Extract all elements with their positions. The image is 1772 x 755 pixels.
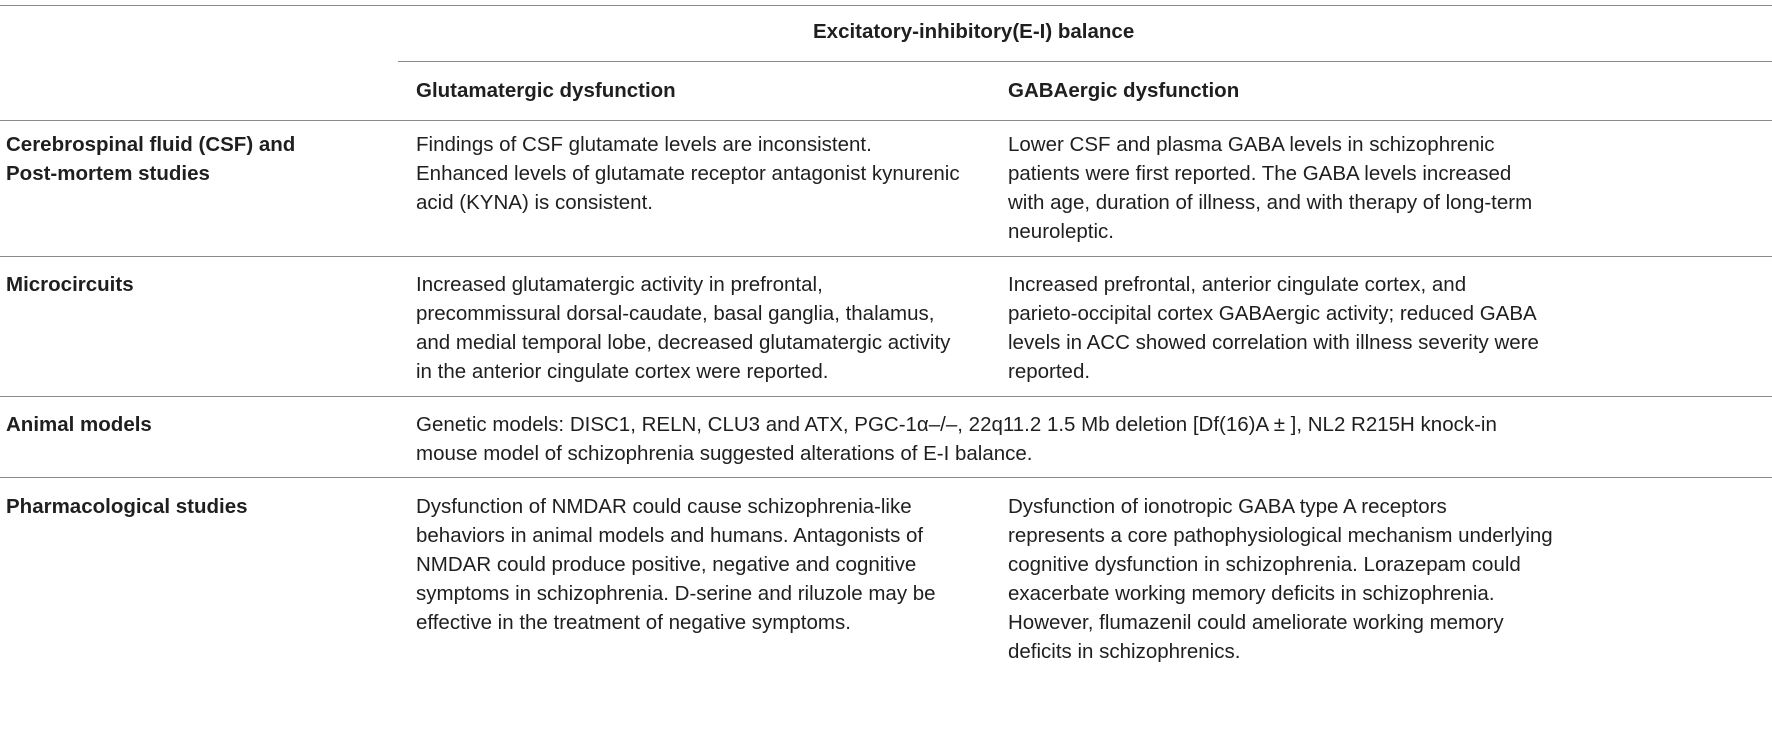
cell-glutamatergic: Dysfunction of NMDAR could cause schizophrenia-like behaviors in animal models and humans. Antagonists of NMDAR could produce positive, negative and cognitive symptoms in schizophrenia. D-serine and riluzole may be effective in the treatment of negative symptoms. bbox=[416, 495, 936, 634]
row-rule-3 bbox=[0, 477, 1772, 478]
cell-span-both: Genetic models: DISC1, RELN, CLU3 and ATX, PGC-1α–/–, 22q11.2 1.5 Mb deletion [Df(16)A ± ], NL2 R215H knock-in mouse model of schizophrenia suggested alterations of E-I balance. bbox=[416, 413, 1497, 465]
col-header-gabaergic: GABAergic dysfunction bbox=[1008, 79, 1240, 102]
top-rule bbox=[0, 5, 1772, 6]
header-rule bbox=[0, 120, 1772, 121]
cell-gabaergic: Lower CSF and plasma GABA levels in schizophrenic patients were first reported. The GABA levels increased with age, duration of illness, and with therapy of long-term neuroleptic. bbox=[1008, 133, 1533, 243]
cell-glutamatergic: Findings of CSF glutamate levels are inconsistent. Enhanced levels of glutamate receptor antagonist kynurenic acid (KYNA) is consistent. bbox=[416, 133, 960, 214]
cell-gabaergic: Increased prefrontal, anterior cingulate cortex, and parieto-occipital cortex GABAergic activity; reduced GABA levels in ACC showed correlation with illness severity were reported. bbox=[1008, 273, 1539, 383]
group-header-underline bbox=[398, 61, 1772, 62]
row-label: Animal models bbox=[6, 413, 152, 436]
row-rule-2 bbox=[0, 396, 1772, 397]
row-label: Pharmacological studies bbox=[6, 495, 248, 518]
cell-gabaergic: Dysfunction of ionotropic GABA type A receptors represents a core pathophysiological mechanism underlying cognitive dysfunction in schizophrenia. Lorazepam could exacerbate working memory deficits in schizophrenia. However, flumazenil could ameliorate working memory deficits in schizophrenics. bbox=[1008, 495, 1553, 663]
cell-glutamatergic: Increased glutamatergic activity in prefrontal, precommissural dorsal-caudate, basal ganglia, thalamus, and medial temporal lobe, decreased glutamatergic activity in the anterior cingulate cortex were reported. bbox=[416, 273, 951, 383]
row-rule-1 bbox=[0, 256, 1772, 257]
d-serine-prefix: D bbox=[674, 582, 690, 605]
group-header: Excitatory-inhibitory(E-I) balance bbox=[813, 20, 1135, 43]
row-label: Microcircuits bbox=[6, 273, 134, 296]
row-label: Cerebrospinal fluid (CSF) and Post-mortem studies bbox=[6, 133, 296, 185]
col-header-glutamatergic: Glutamatergic dysfunction bbox=[416, 79, 676, 102]
